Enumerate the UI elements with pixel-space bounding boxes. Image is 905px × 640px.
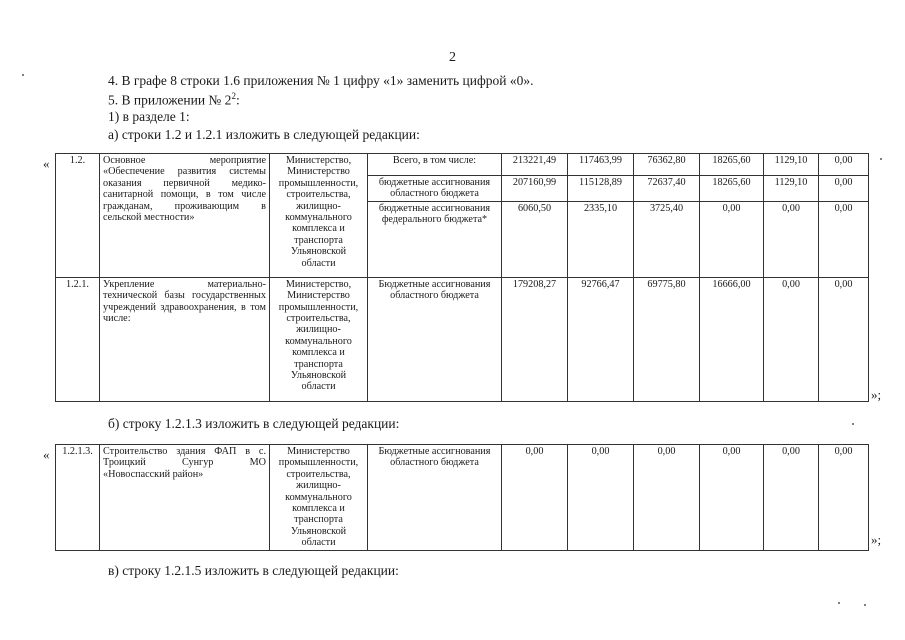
value-cell: 92766,47: [568, 277, 634, 401]
row-number: 1.2.1.3.: [56, 445, 100, 551]
scan-speck: [880, 158, 882, 160]
scan-speck: [22, 74, 24, 76]
paragraph-8: б) строку 1.2.1.3 изложить в следующей редакции:: [108, 416, 400, 431]
row-executor: Министерство промышленности, строительства, жилищно-коммунального комплекса и транспорта Ульяновской области: [270, 445, 368, 551]
value-cell: 16666,00: [700, 277, 764, 401]
value-cell: 0,00: [764, 445, 819, 551]
row-name: Укрепление материально-технической базы государственных учреждений здравоохранения, в том числе:: [100, 277, 270, 401]
open-quote-2: «: [43, 447, 50, 462]
value-cell: 0,00: [700, 201, 764, 277]
paragraph-4: 4. В графе 8 строки 1.6 приложения № 1 цифру «1» заменить цифрой «0».: [108, 73, 534, 88]
table-row: [56, 445, 869, 551]
table-row: [56, 277, 869, 401]
paragraph-5: [108, 91, 240, 109]
row-executor: Министерство, Министерство промышленности, строительства, жилищно-коммунального комплекса и транспорта Ульяновской области: [270, 154, 368, 278]
close-quote-1: »;: [871, 387, 882, 402]
value-cell: 213221,49: [502, 154, 568, 176]
funding-source: бюджетные ассигнования федерального бюджета*: [368, 201, 502, 277]
value-cell: 0,00: [700, 445, 764, 551]
paragraph-6: 1) в разделе 1:: [108, 109, 190, 124]
scan-speck: [852, 423, 854, 425]
value-cell: 3725,40: [634, 201, 700, 277]
value-cell: 115128,89: [568, 176, 634, 202]
value-cell: 0,00: [634, 445, 700, 551]
funding-source: бюджетные ассигнования областного бюджета: [368, 176, 502, 202]
value-cell: 0,00: [819, 445, 869, 551]
close-quote-2: »;: [871, 532, 882, 547]
row-name: Строительство здания ФАП в с. Троицкий Сунгур МО «Новоспасский район»: [100, 445, 270, 551]
page-number: 2: [449, 50, 456, 65]
value-cell: 0,00: [819, 154, 869, 176]
value-cell: 1129,10: [764, 176, 819, 202]
row-number: 1.2.1.: [56, 277, 100, 401]
value-cell: 117463,99: [568, 154, 634, 176]
funding-source: Бюджетные ассигнования областного бюджета: [368, 445, 502, 551]
row-name: Основное мероприятие «Обеспечение развития системы оказания первичной медико-санитарной помощи, в том числе гражданам, проживающим в сельской местности»: [100, 154, 270, 278]
value-cell: 18265,60: [700, 154, 764, 176]
value-cell: 0,00: [819, 201, 869, 277]
table-rows-1-2: [55, 153, 869, 402]
value-cell: 72637,40: [634, 176, 700, 202]
paragraph-5-text: 5. В приложении № 2: [108, 92, 232, 108]
value-cell: 0,00: [764, 201, 819, 277]
paragraph-7: а) строки 1.2 и 1.2.1 изложить в следующей редакции:: [108, 127, 420, 142]
value-cell: 2335,10: [568, 201, 634, 277]
row-number: 1.2.: [56, 154, 100, 278]
value-cell: 18265,60: [700, 176, 764, 202]
funding-source: Всего, в том числе:: [368, 154, 502, 176]
value-cell: 76362,80: [634, 154, 700, 176]
scan-speck: [838, 602, 840, 604]
value-cell: 207160,99: [502, 176, 568, 202]
value-cell: 0,00: [819, 277, 869, 401]
funding-source: Бюджетные ассигнования областного бюджета: [368, 277, 502, 401]
paragraph-5-superscript: 2: [231, 91, 236, 101]
paragraph-9: в) строку 1.2.1.5 изложить в следующей редакции:: [108, 563, 399, 578]
table-row-1-2-1-3: [55, 444, 869, 551]
value-cell: 0,00: [502, 445, 568, 551]
row-executor: Министерство, Министерство промышленности, строительства, жилищно-коммунального комплекса и транспорта Ульяновской области: [270, 277, 368, 401]
open-quote-1: «: [43, 156, 50, 171]
table-row: [56, 154, 869, 176]
paragraph-5-tail: :: [235, 92, 240, 108]
value-cell: 6060,50: [502, 201, 568, 277]
value-cell: 0,00: [568, 445, 634, 551]
scan-speck: [864, 604, 866, 606]
value-cell: 0,00: [819, 176, 869, 202]
value-cell: 179208,27: [502, 277, 568, 401]
value-cell: 69775,80: [634, 277, 700, 401]
value-cell: 1129,10: [764, 154, 819, 176]
value-cell: 0,00: [764, 277, 819, 401]
